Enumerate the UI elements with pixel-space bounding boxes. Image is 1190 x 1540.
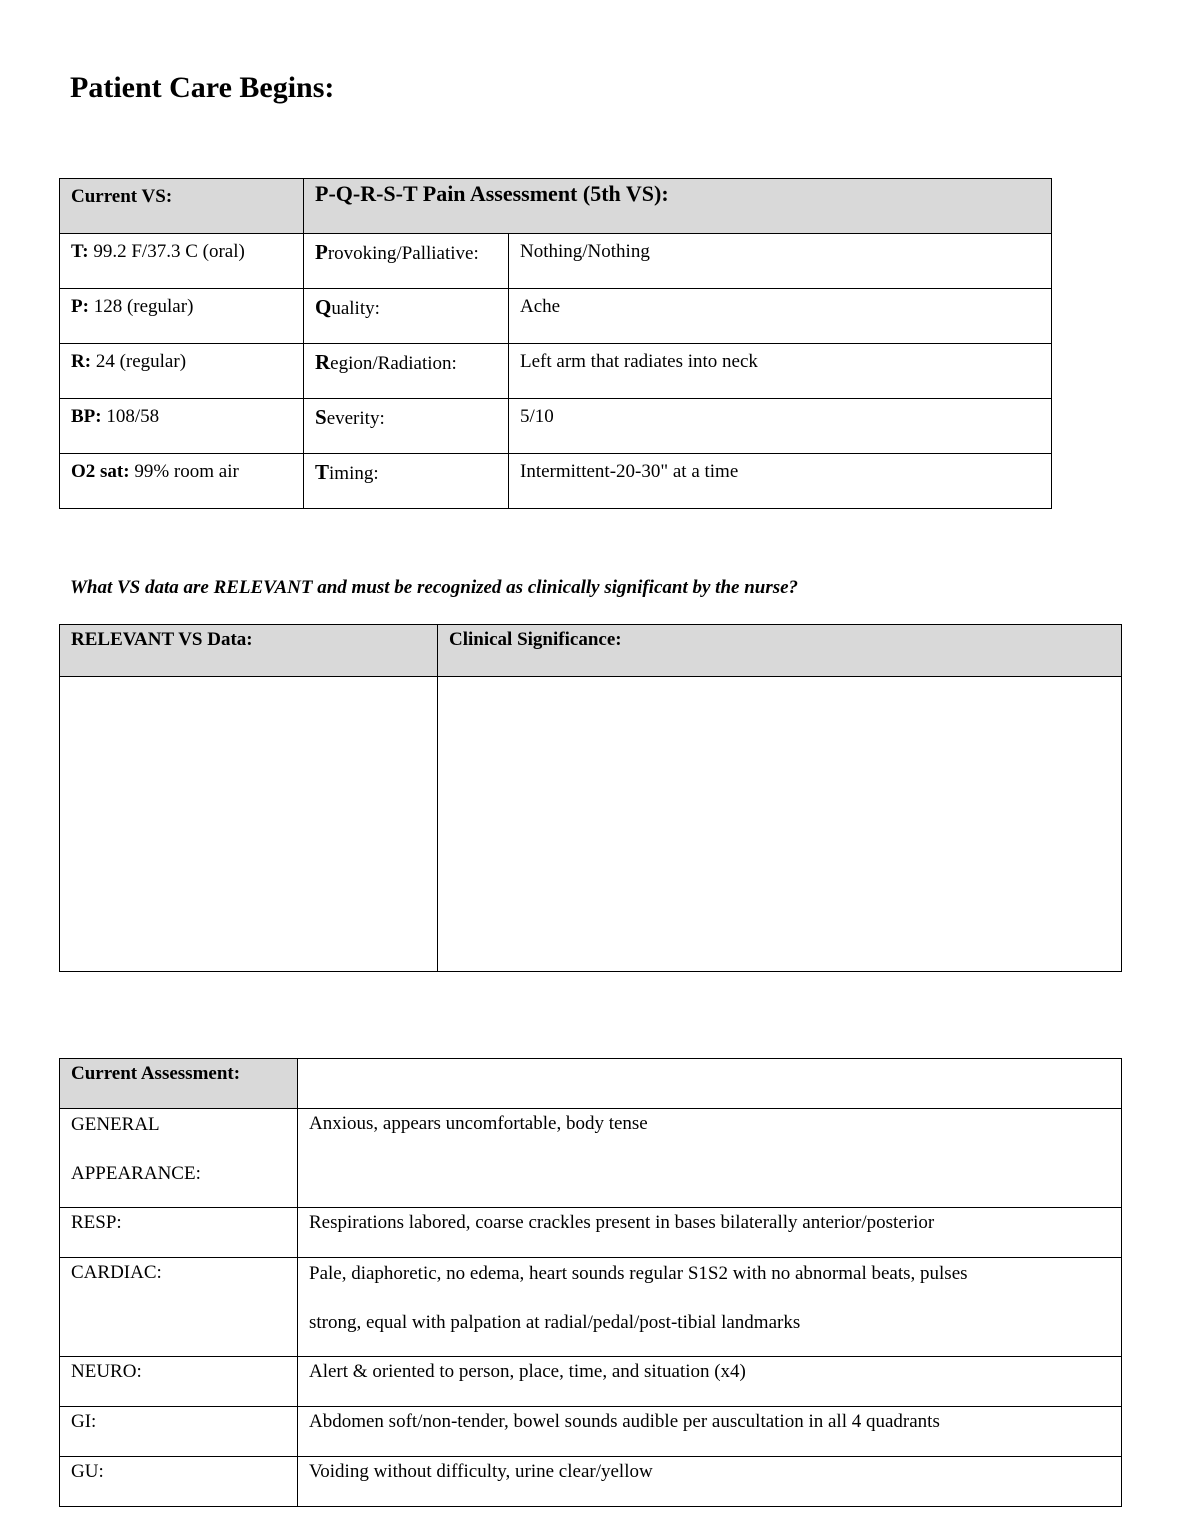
relevance-question: What VS data are RELEVANT and must be recognized as clinically significant by the nurse? xyxy=(70,577,799,598)
pqrst-header: P-Q-R-S-T Pain Assessment (5th VS): xyxy=(304,179,1052,234)
table-row xyxy=(60,289,1052,344)
table-row xyxy=(60,234,1052,289)
pqrst-label-rest: everity: xyxy=(326,408,385,429)
assessment-label xyxy=(60,1109,298,1208)
pqrst-label-cell xyxy=(304,399,509,454)
vs-cell xyxy=(60,454,304,509)
assessment-label: CARDIAC: xyxy=(60,1258,298,1357)
vs-label: BP: xyxy=(71,406,102,427)
vs-label: T: xyxy=(71,241,89,262)
clinical-significance-header: Clinical Significance: xyxy=(438,625,1122,677)
table-row xyxy=(60,1109,1122,1208)
page-title: Patient Care Begins: xyxy=(70,71,335,104)
pqrst-label-cell xyxy=(304,234,509,289)
assessment-value-line2: strong, equal with palpation at radial/pedal/post-tibial landmarks xyxy=(309,1312,801,1333)
pqrst-answer: Ache xyxy=(509,289,1052,344)
vs-label: R: xyxy=(71,351,92,372)
table-row xyxy=(60,344,1052,399)
current-assessment-header: Current Assessment: xyxy=(60,1059,298,1109)
pqrst-answer: Nothing/Nothing xyxy=(509,234,1052,289)
pqrst-initial: P xyxy=(315,240,328,264)
vs-label: P: xyxy=(71,296,89,317)
pqrst-answer: 5/10 xyxy=(509,399,1052,454)
table-row xyxy=(60,1457,1122,1507)
table-row xyxy=(60,1258,1122,1357)
vs-cell xyxy=(60,399,304,454)
relevant-vs-table xyxy=(59,624,1122,972)
assessment-label: NEURO: xyxy=(60,1357,298,1407)
vs-value: 108/58 xyxy=(101,406,160,427)
assessment-label-line2: APPEARANCE: xyxy=(71,1163,201,1184)
assessment-header-blank xyxy=(298,1059,1122,1109)
pqrst-label-cell xyxy=(304,289,509,344)
pqrst-initial: T xyxy=(315,460,330,484)
assessment-value-line1: Pale, diaphoretic, no edema, heart sounds regular S1S2 with no abnormal beats, pulses xyxy=(309,1263,968,1284)
vs-value: 99.2 F/37.3 C (oral) xyxy=(88,241,245,262)
table-row xyxy=(60,1357,1122,1407)
pqrst-label-rest: uality: xyxy=(331,298,380,319)
vs-cell xyxy=(60,234,304,289)
assessment-label: GI: xyxy=(60,1407,298,1457)
assessment-label: GU: xyxy=(60,1457,298,1507)
relevant-vs-header: RELEVANT VS Data: xyxy=(60,625,438,677)
vs-value: 24 (regular) xyxy=(91,351,187,372)
pqrst-label-rest: egion/Radiation: xyxy=(330,353,457,374)
vs-cell xyxy=(60,289,304,344)
pqrst-initial: S xyxy=(315,405,327,429)
pqrst-initial: R xyxy=(315,350,331,374)
pqrst-initial: Q xyxy=(315,295,332,319)
assessment-value: Abdomen soft/non-tender, bowel sounds audible per auscultation in all 4 quadrants xyxy=(298,1407,1122,1457)
assessment-label-line1: GENERAL xyxy=(71,1114,160,1135)
vs-value: 128 (regular) xyxy=(88,296,194,317)
pqrst-answer: Left arm that radiates into neck xyxy=(509,344,1052,399)
table-row xyxy=(60,399,1052,454)
relevant-vs-input-area[interactable] xyxy=(60,677,438,972)
table-row xyxy=(60,1407,1122,1457)
assessment-value xyxy=(298,1258,1122,1357)
vs-cell xyxy=(60,344,304,399)
current-vs-header: Current VS: xyxy=(60,179,304,234)
pqrst-label-cell xyxy=(304,454,509,509)
vs-pqrst-table xyxy=(59,178,1052,509)
table-row xyxy=(60,454,1052,509)
assessment-value: Voiding without difficulty, urine clear/yellow xyxy=(298,1457,1122,1507)
current-assessment-table xyxy=(59,1058,1122,1507)
assessment-label: RESP: xyxy=(60,1208,298,1258)
assessment-value: Anxious, appears uncomfortable, body tense xyxy=(298,1109,1122,1208)
vs-value: 99% room air xyxy=(129,461,239,482)
pqrst-label-rest: iming: xyxy=(329,463,379,484)
pqrst-answer: Intermittent-20-30" at a time xyxy=(509,454,1052,509)
pqrst-label-rest: rovoking/Palliative: xyxy=(327,243,479,264)
clinical-significance-input-area[interactable] xyxy=(438,677,1122,972)
assessment-value: Alert & oriented to person, place, time, and situation (x4) xyxy=(298,1357,1122,1407)
assessment-value: Respirations labored, coarse crackles present in bases bilaterally anterior/posterior xyxy=(298,1208,1122,1258)
pqrst-label-cell xyxy=(304,344,509,399)
vs-label: O2 sat: xyxy=(71,461,130,482)
